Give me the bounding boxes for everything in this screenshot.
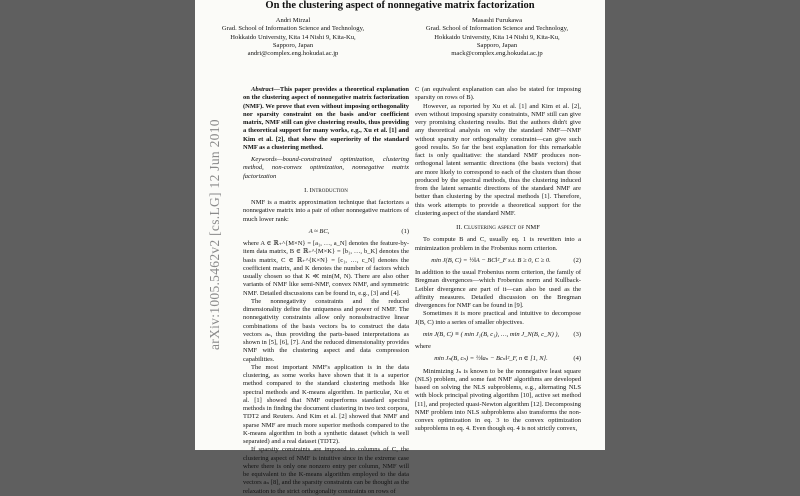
paragraph: However, as reported by Xu et al. [1] and Kim et al. [2], even without imposing sparsity constraints, NMF still can give very promising clustering results. But the authors didn't give any theoretical analysis on why the standard NMF—NMF without sparsity nor orthogonality constraint—can give such good results. So far the best explanation for this remarkable fact is only qualitative: the standard NMF produces non-orthogonal latent semantic directions (the basis vectors) that are more likely to correspond to each of the clusters than those produced by the spectral methods, thus the clustering induced from the latent semantic directions of the standard NMF are better than clustering by the spectral methods [1]. Therefore, this work attempts to provide a theoretical support for the clustering aspect of the standard NMF.: [415, 102, 581, 217]
equation-number: (3): [573, 330, 581, 338]
author-name: Masashi Furukawa: [472, 17, 522, 24]
keywords: [243, 156, 409, 181]
author-city: Sapporo, Japan: [272, 41, 314, 49]
author-name: Andri Mirzal: [275, 17, 311, 24]
paper-title: On the clustering aspect of nonnegative matrix factorization: [265, 0, 535, 11]
equation-3: [415, 331, 581, 339]
equation-1: [243, 228, 409, 236]
keywords-text: —bound-constrained optimization, clustering method, non-convex optimization, nonnegative matrix factorization: [243, 156, 409, 180]
author-email: andri@complex.eng.hokudai.ac.jp: [247, 50, 339, 58]
paragraph: C (an equivalent explanation can also be stated for imposing sparsity on rows of B).: [415, 86, 581, 102]
paragraph: If sparsity constraints are imposed to columns of C, the clustering aspect of NMF is intuitive since in the extreme case where there is only one nonzero entry per column, NMF will be equivalent to the K-means algorithm employed to the data vectors aₙ [8], and the sparsity constraints can be thought as the relaxation to the strict orthogonality constraints on rows of: [243, 446, 409, 495]
arxiv-identifier-stamp: arXiv:1005.5462v2 [cs.LG] 12 Jun 2010: [207, 119, 222, 351]
author-affiliation: Grad. School of Information Science and Technology,: [425, 25, 569, 33]
author-email: mack@complex.eng.hokudai.ac.jp: [451, 50, 543, 58]
author-affiliation: Hokkaido University, Kita 14 Nishi 9, Kita-Ku,: [230, 33, 356, 41]
paragraph: To compute B and C, usually eq. 1 is rewritten into a minimization problem in the Frobenius norm criterion.: [415, 236, 581, 252]
equation-body: min Jₙ(B, cₙ) = ½‖aₙ − Bcₙ‖²_F, n ∈ [1, N].: [434, 355, 548, 363]
author-block-1: [203, 17, 383, 58]
equation-4: [415, 355, 581, 363]
paragraph: Sometimes it is more practical and intuitive to decompose J(B, C) into a series of smaller objectives.: [415, 310, 581, 326]
equation-body: min J(B, C) = ½‖A − BC‖²_F s.t. B ≥ 0, C ≥ 0.: [431, 256, 551, 264]
paragraph: where: [415, 343, 431, 350]
equation-number: (4): [573, 355, 581, 363]
abstract-text: —This paper provides a theoretical explanation on the clustering aspect of nonnegative matrix factorization (NMF). We prove that even without imposing orthogonality nor sparsity constraint on the basis and/or coefficient matrix, NMF still can give clustering results, thus providing a theoretical support for many works, e.g., Xu et al. [1] and Kim et al. [2], that show the superiority of the standard NMF as a clustering method.: [243, 86, 409, 151]
paragraph: NMF is a matrix approximation technique that factorizes a nonnegative matrix into a pair of other nonnegative matrices of much lower rank:: [243, 199, 409, 223]
paper-page: [195, 0, 605, 495]
right-column: [415, 86, 581, 434]
left-column: [243, 86, 409, 496]
equation-2: [415, 257, 581, 265]
paragraph: Minimizing Jₙ is known to be the nonnegative least square (NLS) problem, and some fast NMF algorithms are developed based on solving the NLS subproblems, e.g., alternating NLS with block principal pivoting algorithm [10], active set method [11], and projected quasi-Newton algorithm [12]. Decomposing NMF problem into NLS subproblems also transforms the non-convex optimization in eq. 3 to the convex optimization subproblems in eq. 4. Even though eq. 4 is not strictly convex,: [415, 367, 581, 433]
keywords-label: Keywords: [251, 156, 277, 163]
paragraph: The most important NMF's application is in the data clustering, as some works have shown that it is a superior method compared to the standard clustering methods like spectral methods and K-means algorithm. In particular, Xu et al. [1] showed that NMF outperforms standard spectral methods in finding the document clustering in two text corpora, TDT2 and Reuters. And Kim et al. [2] showed that NMF and sparse NMF are much more superior methods compared to the K-means algorithm in both a synthetic dataset (which is well separated) and a real dataset (TDT2).: [243, 363, 409, 445]
paragraph: where A ∈ ℝ₊^{M×N} = [a₁, …, a_N] denotes the feature-by-item data matrix, B ∈ ℝ₊^{M×K} = [b₁, …, b_K] denotes the basis matrix, C ∈ ℝ₊^{K×N} = [c₁, …, c_N] denotes the coefficient matrix, and K denotes the number of factors which usually chosen so that K ≪ min(M, N). There are also other variants of NMF like semi-NMF, convex NMF, and symmetric NMF. Detailed discussions can be found in, e.g., [3] and [4].: [243, 240, 409, 297]
abstract-label: Abstract: [251, 86, 274, 93]
author-city: Sapporo, Japan: [476, 41, 518, 49]
equation-number: (1): [401, 227, 409, 235]
author-affiliation: Hokkaido University, Kita 14 Nishi 9, Kita-Ku,: [434, 33, 560, 41]
equation-body: min J(B, C) ≡ ( min J₁(B, c₁), …, min J_N(B, c_N) ),: [422, 330, 560, 338]
section-heading-introduction: I. Introduction: [304, 186, 348, 194]
abstract: [243, 86, 409, 152]
paragraph: The nonnegativity constraints and the reduced dimensionality define the uniqueness and power of NMF. The nonnegativity constraints allow only nonsubstractive linear combinations of the basis vectors bₖ to construct the data vectors aₙ, thus providing the parts-based interpretations as shown in [5], [6], [7]. And the reduced dimensionality provides NMF with the clustering aspect and data compression capabilities.: [243, 297, 409, 363]
section-heading-clustering: II. Clustering aspect of NMF: [456, 224, 540, 231]
author-affiliation: Grad. School of Information Science and Technology,: [221, 25, 365, 33]
equation-number: (2): [573, 256, 581, 264]
equation-body: A ≈ BC,: [308, 227, 330, 235]
paragraph: In addition to the usual Frobenius norm criterion, the family of Bregman divergences—which Frobenius norm and Kullback-Leibler divergence are part of it—can also be used as the affinity measures. Detailed discussion on the Bregman divergences for NMF can be found in [9].: [415, 269, 581, 309]
author-block-2: [407, 17, 587, 58]
